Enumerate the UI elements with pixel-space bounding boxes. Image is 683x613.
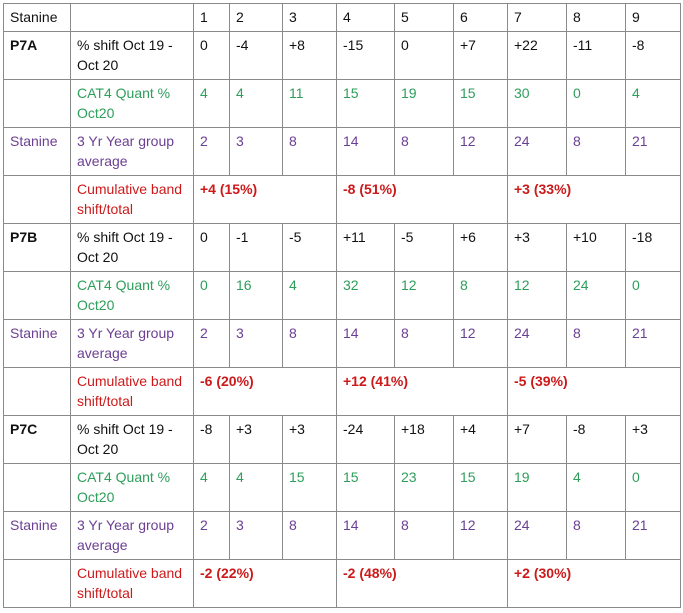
- average-value: 24: [508, 128, 567, 176]
- average-value: 24: [508, 512, 567, 560]
- shift-row: [4, 224, 681, 272]
- cat4-value: 4: [626, 80, 681, 128]
- header-stanine-7: 7: [508, 4, 567, 32]
- shift-value: -4: [230, 32, 283, 80]
- average-value: 8: [567, 128, 626, 176]
- cumulative-band-value: -8 (51%): [337, 176, 508, 224]
- shift-value: -8: [194, 416, 230, 464]
- cat4-value: 19: [508, 464, 567, 512]
- average-label: 3 Yr Year group average: [71, 128, 194, 176]
- average-value: 21: [626, 320, 681, 368]
- cat4-value: 4: [230, 80, 283, 128]
- cumulative-band-value: -5 (39%): [508, 368, 681, 416]
- empty-cell: [4, 464, 71, 512]
- cat4-row: [4, 272, 681, 320]
- header-stanine-1: 1: [194, 4, 230, 32]
- average-value: 24: [508, 320, 567, 368]
- cat4-value: 15: [337, 80, 395, 128]
- average-value: 8: [283, 320, 337, 368]
- shift-value: -5: [395, 224, 454, 272]
- cumulative-band-value: +4 (15%): [194, 176, 337, 224]
- cat4-value: 8: [454, 272, 508, 320]
- shift-value: -8: [567, 416, 626, 464]
- shift-value: +6: [454, 224, 508, 272]
- cat4-value: 11: [283, 80, 337, 128]
- cumulative-band-value: +12 (41%): [337, 368, 508, 416]
- stanine-label: Stanine: [4, 512, 71, 560]
- average-value: 21: [626, 512, 681, 560]
- cat4-value: 16: [230, 272, 283, 320]
- header-stanine-4: 4: [337, 4, 395, 32]
- average-row: [4, 512, 681, 560]
- cat4-value: 19: [395, 80, 454, 128]
- average-row: [4, 128, 681, 176]
- cumulative-band-value: +2 (30%): [508, 560, 681, 608]
- average-value: 12: [454, 320, 508, 368]
- cat4-value: 4: [567, 464, 626, 512]
- shift-value: +22: [508, 32, 567, 80]
- empty-cell: [4, 176, 71, 224]
- cumulative-label: Cumulative band shift/total: [71, 560, 194, 608]
- average-value: 12: [454, 128, 508, 176]
- shift-value: -15: [337, 32, 395, 80]
- shift-value: +8: [283, 32, 337, 80]
- average-value: 21: [626, 128, 681, 176]
- average-value: 14: [337, 512, 395, 560]
- average-value: 3: [230, 320, 283, 368]
- header-blank: [71, 4, 194, 32]
- shift-value: -11: [567, 32, 626, 80]
- average-value: 8: [395, 512, 454, 560]
- class-name: P7B: [4, 224, 71, 272]
- average-label: 3 Yr Year group average: [71, 320, 194, 368]
- cat4-value: 4: [194, 464, 230, 512]
- shift-value: +3: [230, 416, 283, 464]
- header-stanine-3: 3: [283, 4, 337, 32]
- stanine-label: Stanine: [4, 128, 71, 176]
- average-value: 8: [283, 128, 337, 176]
- header-stanine-2: 2: [230, 4, 283, 32]
- average-value: 14: [337, 128, 395, 176]
- cat4-label: CAT4 Quant % Oct20: [71, 272, 194, 320]
- cat4-value: 15: [454, 80, 508, 128]
- shift-value: +7: [454, 32, 508, 80]
- empty-cell: [4, 368, 71, 416]
- shift-value: +4: [454, 416, 508, 464]
- average-value: 12: [454, 512, 508, 560]
- shift-row: [4, 416, 681, 464]
- cat4-value: 32: [337, 272, 395, 320]
- shift-value: +3: [283, 416, 337, 464]
- cat4-value: 23: [395, 464, 454, 512]
- shift-value: 0: [194, 32, 230, 80]
- average-value: 2: [194, 512, 230, 560]
- average-value: 14: [337, 320, 395, 368]
- cat4-value: 12: [508, 272, 567, 320]
- shift-label: % shift Oct 19 - Oct 20: [71, 32, 194, 80]
- average-value: 8: [395, 320, 454, 368]
- cat4-value: 0: [626, 464, 681, 512]
- stanine-label: Stanine: [4, 320, 71, 368]
- cat4-value: 4: [194, 80, 230, 128]
- cat4-value: 4: [283, 272, 337, 320]
- cat4-value: 15: [337, 464, 395, 512]
- cumulative-row: [4, 560, 681, 608]
- shift-label: % shift Oct 19 - Oct 20: [71, 224, 194, 272]
- empty-cell: [4, 80, 71, 128]
- cumulative-band-value: +3 (33%): [508, 176, 681, 224]
- shift-value: -8: [626, 32, 681, 80]
- cumulative-band-value: -6 (20%): [194, 368, 337, 416]
- cat4-value: 24: [567, 272, 626, 320]
- average-value: 3: [230, 512, 283, 560]
- cat4-value: 4: [230, 464, 283, 512]
- header-row: [4, 4, 681, 32]
- shift-value: +18: [395, 416, 454, 464]
- header-stanine: Stanine: [4, 4, 71, 32]
- cumulative-band-value: -2 (48%): [337, 560, 508, 608]
- average-value: 2: [194, 128, 230, 176]
- shift-value: -1: [230, 224, 283, 272]
- average-row: [4, 320, 681, 368]
- cat4-label: CAT4 Quant % Oct20: [71, 464, 194, 512]
- cat4-value: 0: [626, 272, 681, 320]
- empty-cell: [4, 272, 71, 320]
- shift-value: +3: [626, 416, 681, 464]
- cumulative-label: Cumulative band shift/total: [71, 176, 194, 224]
- average-value: 3: [230, 128, 283, 176]
- cumulative-row: [4, 368, 681, 416]
- average-value: 2: [194, 320, 230, 368]
- empty-cell: [4, 560, 71, 608]
- shift-value: +3: [508, 224, 567, 272]
- header-stanine-6: 6: [454, 4, 508, 32]
- shift-value: +7: [508, 416, 567, 464]
- cat4-value: 12: [395, 272, 454, 320]
- average-value: 8: [567, 320, 626, 368]
- header-stanine-5: 5: [395, 4, 454, 32]
- cat4-value: 15: [454, 464, 508, 512]
- class-name: P7A: [4, 32, 71, 80]
- cumulative-band-value: -2 (22%): [194, 560, 337, 608]
- cat4-row: [4, 80, 681, 128]
- cat4-row: [4, 464, 681, 512]
- shift-value: -24: [337, 416, 395, 464]
- class-name: P7C: [4, 416, 71, 464]
- header-stanine-9: 9: [626, 4, 681, 32]
- stanine-shift-table: [3, 3, 681, 608]
- shift-row: [4, 32, 681, 80]
- cat4-value: 0: [194, 272, 230, 320]
- cat4-value: 0: [567, 80, 626, 128]
- cumulative-label: Cumulative band shift/total: [71, 368, 194, 416]
- shift-value: -5: [283, 224, 337, 272]
- header-stanine-8: 8: [567, 4, 626, 32]
- shift-value: +10: [567, 224, 626, 272]
- shift-value: -18: [626, 224, 681, 272]
- shift-value: 0: [194, 224, 230, 272]
- average-value: 8: [283, 512, 337, 560]
- average-value: 8: [395, 128, 454, 176]
- shift-value: +11: [337, 224, 395, 272]
- cat4-label: CAT4 Quant % Oct20: [71, 80, 194, 128]
- cat4-value: 15: [283, 464, 337, 512]
- cumulative-row: [4, 176, 681, 224]
- cat4-value: 30: [508, 80, 567, 128]
- average-value: 8: [567, 512, 626, 560]
- average-label: 3 Yr Year group average: [71, 512, 194, 560]
- shift-value: 0: [395, 32, 454, 80]
- shift-label: % shift Oct 19 - Oct 20: [71, 416, 194, 464]
